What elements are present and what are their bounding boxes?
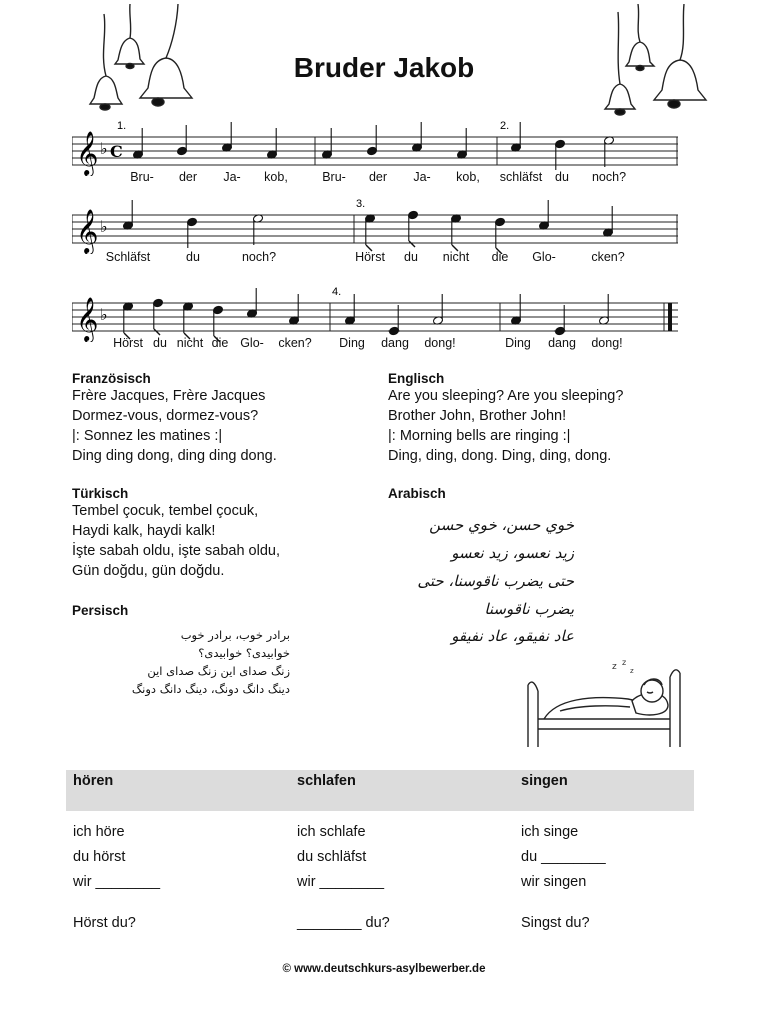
table-cell: Singst du? (521, 914, 590, 931)
lyric-syllable: nicht (442, 250, 470, 264)
arabic-line: حتى يضرب ناقوسنا، حتى (417, 572, 574, 590)
measure-number: 3. (356, 198, 366, 210)
table-row (66, 910, 694, 935)
treble-clef-icon: 𝄞 (76, 297, 99, 341)
table-cell: wir singen (521, 873, 587, 890)
section-english (388, 371, 623, 466)
table-cell (514, 894, 694, 910)
arabic-line: عاد نفيقو، عاد نفيقو (451, 627, 574, 645)
svg-text:♭: ♭ (100, 139, 108, 158)
svg-text:♭: ♭ (100, 305, 108, 324)
svg-text:C: C (110, 142, 123, 161)
table-header-row (66, 770, 694, 811)
lyrics-line-3 (72, 336, 678, 354)
treble-clef-icon: 𝄞 (76, 209, 99, 253)
svg-text:z: z (630, 667, 634, 675)
lyric-syllable: Glo- (240, 336, 264, 350)
lyric-syllable: dang (548, 336, 576, 350)
lyric-syllable: Ja- (413, 170, 431, 184)
verse-line: Haydi kalk, haydi kalk! (72, 523, 216, 539)
lyric-syllable: Glo- (532, 250, 556, 264)
verse-line: |: Morning bells are ringing :| (388, 428, 571, 444)
table-cell: du ________ (521, 848, 606, 865)
verse-line: Gün doğdu, gün doğdu. (72, 563, 225, 579)
lyric-syllable: Ding (339, 336, 365, 350)
verse-line: Ding ding dong, ding ding dong. (72, 448, 277, 464)
section-title: Englisch (388, 371, 445, 386)
lyric-syllable: Ding (505, 336, 531, 350)
lyric-syllable: du (404, 250, 418, 264)
section-title: Arabisch (388, 486, 446, 501)
lyric-syllable: die (211, 336, 229, 350)
lyrics-line-1 (72, 170, 678, 188)
table-cell: ich schlafe (297, 823, 366, 840)
lyric-syllable: schläfst (499, 170, 543, 184)
lyric-syllable: kob, (456, 170, 480, 184)
table-cell: ich singe (521, 823, 579, 840)
lyric-syllable: kob, (264, 170, 288, 184)
section-title: Türkisch (72, 486, 129, 501)
arabic-line: يضرب ناقوسنا (484, 600, 574, 618)
table-cell (66, 894, 290, 910)
section-title: Persisch (72, 603, 129, 618)
table-cell: ________ du? (297, 914, 390, 931)
persian-line: زنگ صدای این زنگ صدای این (147, 664, 290, 678)
verse-line: Frère Jacques, Frère Jacques (72, 388, 266, 404)
verse-line: Dormez-vous, dormez-vous? (72, 408, 259, 424)
lyric-syllable: noch? (591, 170, 627, 184)
measure-number: 2. (500, 120, 510, 132)
table-header: schlafen (290, 770, 514, 811)
lyric-syllable: Bru- (130, 170, 154, 184)
table-row (66, 819, 694, 844)
treble-clef-icon: 𝄞 (76, 131, 99, 175)
lyric-syllable: die (491, 250, 509, 264)
lyric-syllable: der (178, 170, 198, 184)
verse-line: Tembel çocuk, tembel çocuk, (72, 503, 259, 519)
verse-line: Are you sleeping? Are you sleeping? (388, 388, 624, 404)
music-staff-3 (72, 282, 678, 342)
table-row (66, 844, 694, 869)
lyric-syllable: nicht (176, 336, 204, 350)
page-title: Bruder Jakob (293, 52, 475, 83)
table-cell: wir ________ (73, 873, 161, 890)
lyric-syllable: dang (381, 336, 409, 350)
measure-number: 4. (332, 286, 342, 298)
verse-line: Brother John, Brother John! (388, 408, 567, 424)
table-row (66, 894, 694, 910)
section-french (72, 371, 277, 466)
bell-icon (605, 84, 635, 115)
arabic-line: خوي حسن، خوي حسن (429, 516, 574, 534)
table-cell: du hörst (73, 848, 126, 865)
persian-line: دینگ دانگ دونگ، دینگ دانگ دونگ (131, 682, 290, 696)
svg-text:♭: ♭ (100, 217, 108, 236)
lyric-syllable: dong! (424, 336, 456, 350)
music-staff-1 (72, 116, 678, 176)
verse-line: |: Sonnez les matines :| (72, 428, 223, 444)
lyric-syllable: Hörst (113, 336, 143, 350)
sleeping-person-icon (520, 655, 696, 751)
lyric-syllable: du (153, 336, 167, 350)
lyric-syllable: Schläfst (105, 250, 151, 264)
table-cell: wir ________ (297, 873, 385, 890)
lyric-syllable: du (186, 250, 200, 264)
music-staff-2 (72, 194, 678, 254)
table-cell: Hörst du? (73, 914, 136, 931)
section-title: Französisch (72, 371, 151, 386)
lyric-syllable: cken? (591, 250, 625, 264)
verse-line: İşte sabah oldu, işte sabah oldu, (72, 543, 280, 559)
lyric-syllable: du (555, 170, 569, 184)
table-header: hören (66, 770, 290, 811)
verse-line: Ding, ding, dong. Ding, ding, dong. (388, 448, 612, 464)
table-cell: du schläfst (297, 848, 367, 865)
verb-conjugation-table (66, 770, 694, 935)
persian-line: خوابیدی؟ خوابیدی؟ (198, 646, 290, 660)
svg-text:z: z (622, 658, 627, 667)
persian-line: برادر خوب، برادر خوب (180, 628, 290, 642)
arabic-line: زيد نعسو، زيد نعسو (451, 544, 574, 562)
table-header: singen (514, 770, 694, 811)
section-turkish (72, 486, 280, 581)
lyric-syllable: Bru- (322, 170, 346, 184)
svg-text:z: z (612, 662, 617, 672)
lyric-syllable: dong! (591, 336, 623, 350)
lyric-syllable: Ja- (223, 170, 241, 184)
lyric-syllable: der (368, 170, 388, 184)
lyrics-line-2 (72, 250, 678, 268)
footer-copyright: © www.deutschkurs-asylbewerber.de (282, 963, 486, 975)
lyric-syllable: noch? (241, 250, 277, 264)
table-row (66, 869, 694, 894)
lyric-syllable: cken? (278, 336, 312, 350)
measure-number: 1. (117, 120, 127, 132)
lyric-syllable: Hörst (355, 250, 385, 264)
table-cell: ich höre (73, 823, 125, 840)
table-cell (290, 894, 514, 910)
